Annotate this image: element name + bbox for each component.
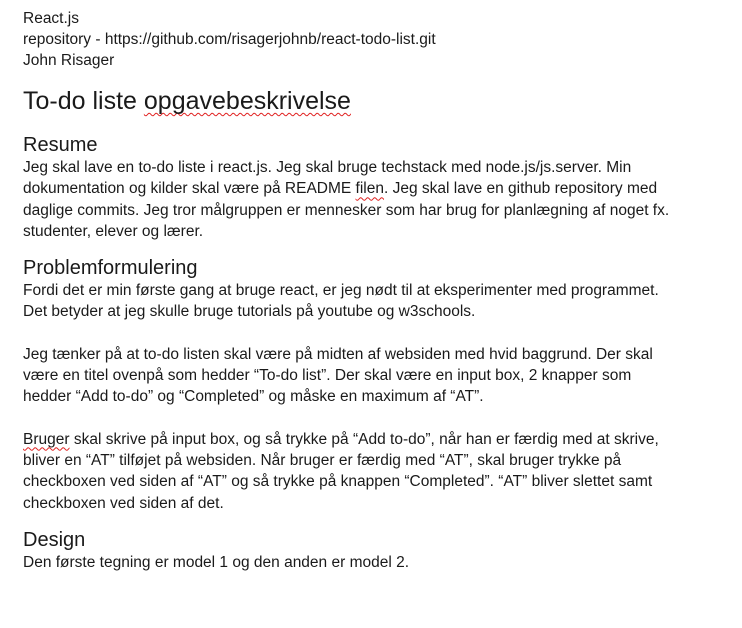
problem-paragraph-3	[23, 429, 723, 514]
problem-p1-line-1: Fordi det er min første gang at bruge react, er jeg nødt til at eksperimenter med programmet.	[23, 282, 659, 300]
problem-p3-line-4: checkboxen ved siden af det.	[23, 494, 224, 512]
problem-heading: Problemformulering	[23, 257, 198, 280]
problem-p2-line-3: hedder “Add to-do” og “Completed” og måske en maximum af “AT”.	[23, 388, 484, 406]
problem-p3-line-2: bliver en “AT” tilføjet på websiden. Når bruger er færdig med “AT”, skal bruger trykke på	[23, 451, 622, 469]
title-misspelled-word[interactable]: opgavebeskrivelse	[143, 87, 351, 115]
problem-paragraph-1	[23, 280, 723, 323]
document-title	[23, 85, 742, 117]
resume-line-2-text: dokumentation og kilder skal være på README	[23, 180, 356, 198]
author-name: John Risager	[23, 52, 115, 69]
resume-heading: Resume	[23, 134, 98, 156]
problem-p3-line-3: checkboxen ved siden af “AT” og så trykke på knappen “Completed”. “AT” bliver slettet samt	[23, 473, 653, 491]
design-paragraph	[23, 552, 723, 573]
resume-line-2-rest: . Jeg skal lave en github repository med	[383, 180, 658, 198]
problem-p2-line-1: Jeg tænker på at to-do listen skal være på midten af websiden med hvid baggrund. Der skal	[23, 345, 653, 363]
repository-link[interactable]: repository - https://github.com/risagerjohnb/react-todo-list.git	[23, 31, 436, 48]
resume-line-4: studenter, elever og lærer.	[23, 222, 204, 240]
problem-p2-line-2: være en titel ovenpå som hedder “To-do list”. Der skal være en input box, 2 knapper som	[23, 367, 632, 385]
title-text: To-do liste	[23, 87, 144, 115]
design-line-1: Den første tegning er model 1 og den anden er model 2.	[23, 553, 410, 571]
resume-line-3: daglige commits. Jeg tror målgruppen er mennesker som har brug for planlægning af noget fx.	[23, 201, 670, 219]
problem-p1-line-2: Det betyder at jeg skulle bruge tutorials på youtube og w3schools.	[23, 303, 476, 321]
problem-p3-line-1-text: skal skrive på input box, og så trykke på “Add to-do”, når han er færdig med at skrive,	[69, 430, 659, 448]
misspelled-word-filen[interactable]: filen	[355, 180, 384, 198]
misspelled-word-bruger[interactable]: Bruger	[23, 430, 70, 448]
resume-line-2	[23, 178, 723, 199]
resume-paragraph	[23, 157, 723, 242]
design-heading: Design	[23, 528, 86, 551]
problem-paragraph-2	[23, 344, 723, 408]
resume-line-1: Jeg skal lave en to-do liste i react.js. Jeg skal bruge techstack med node.js/js.server. Min	[23, 159, 632, 176]
framework-label: React.js	[23, 10, 79, 27]
problem-p3-line-1	[23, 429, 723, 450]
